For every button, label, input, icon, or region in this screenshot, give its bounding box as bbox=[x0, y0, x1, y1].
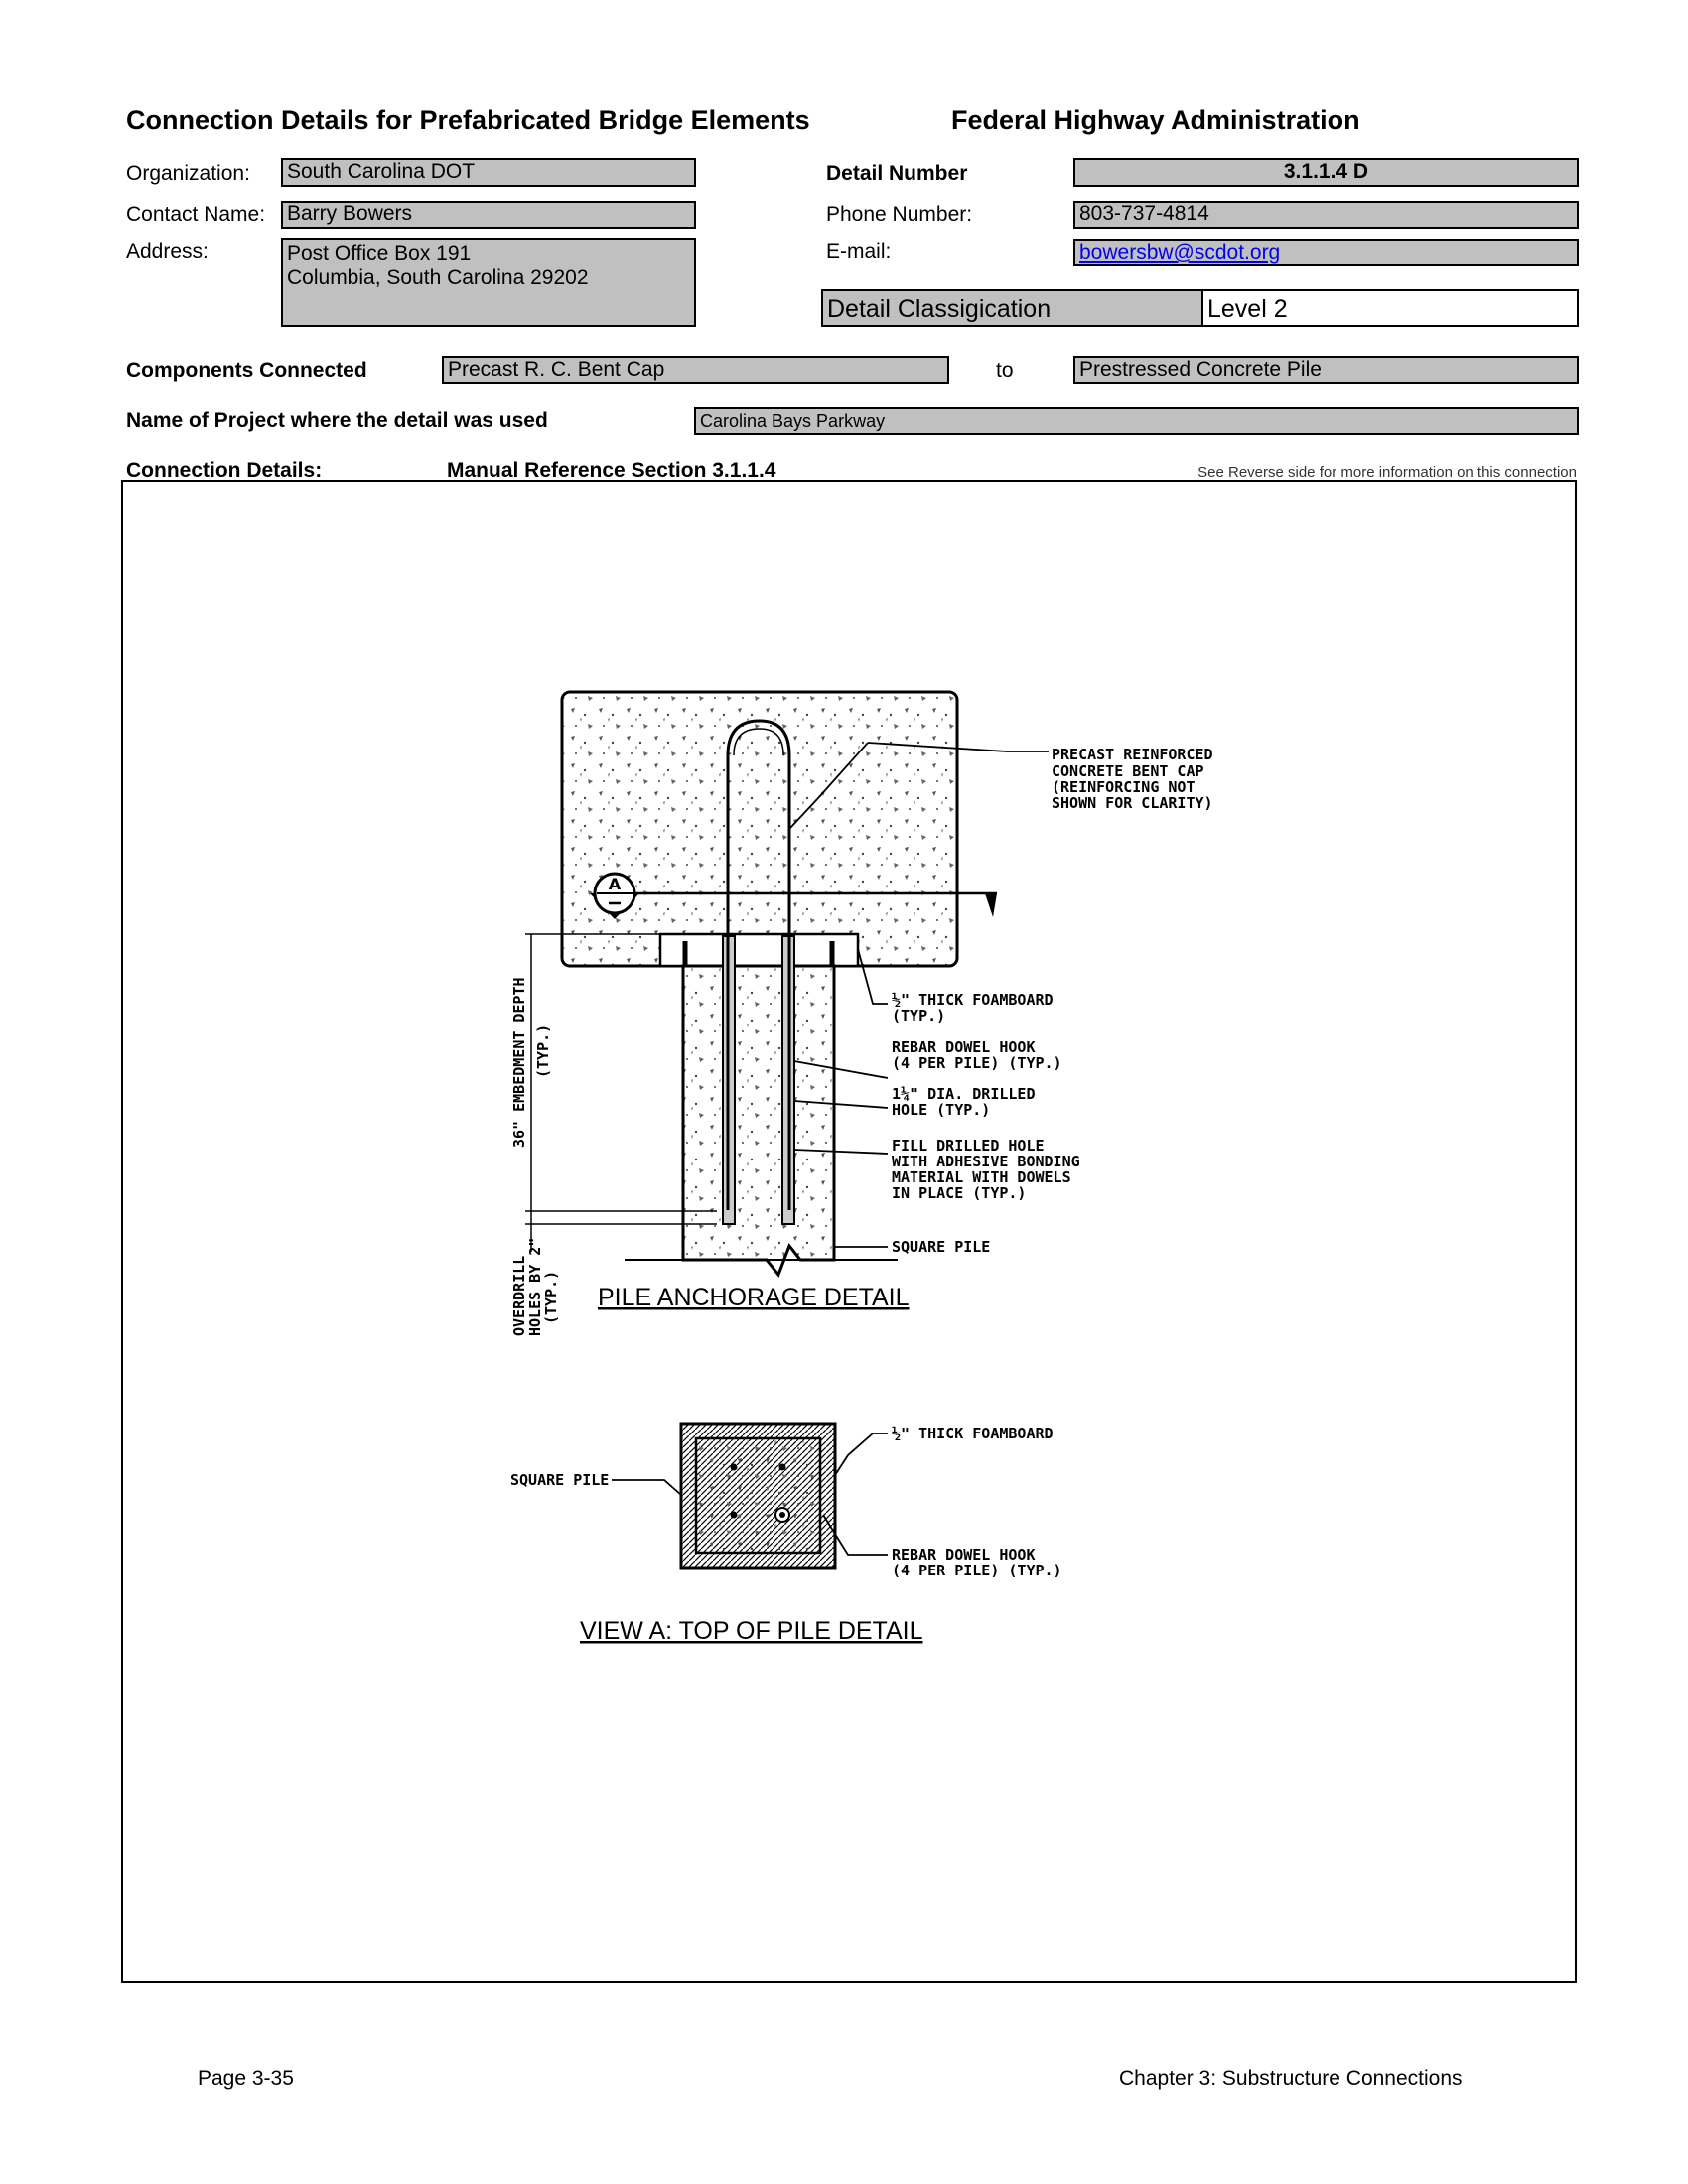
fill-note-1: FILL DRILLED HOLE bbox=[892, 1137, 1045, 1155]
section-arrow bbox=[985, 893, 997, 917]
section-marker-label: A bbox=[608, 875, 622, 893]
detail-number-field: 3.1.1.4 D bbox=[1073, 158, 1579, 187]
dowel-note-2: (4 PER PILE) (TYP.) bbox=[892, 1054, 1062, 1072]
overdrill-note-2: HOLES BY 2" bbox=[526, 1237, 544, 1336]
fill-note-3: MATERIAL WITH DOWELS bbox=[892, 1168, 1071, 1186]
email-field bbox=[1073, 239, 1579, 266]
document-title: Connection Details for Prefabricated Bridge Elements bbox=[126, 105, 810, 135]
view-a-square-pile-note: SQUARE PILE bbox=[510, 1471, 610, 1489]
bent-cap bbox=[562, 692, 957, 966]
phone-label: Phone Number: bbox=[826, 204, 973, 226]
pile-anchorage-detail bbox=[510, 692, 1213, 1336]
view-a-dowel-note-2: (4 PER PILE) (TYP.) bbox=[892, 1562, 1062, 1579]
square-pile bbox=[683, 966, 834, 1275]
page-number: Page 3-35 bbox=[198, 2067, 294, 2090]
organization-label: Organization: bbox=[126, 162, 250, 185]
classification-value: Level 2 bbox=[1207, 295, 1288, 323]
view-a-dowel-note-1: REBAR DOWEL HOOK bbox=[892, 1546, 1036, 1564]
cap-note-2: CONCRETE BENT CAP bbox=[1052, 762, 1204, 780]
view-a-title: VIEW A: TOP OF PILE DETAIL bbox=[580, 1617, 923, 1645]
embed-note-2: (TYP.) bbox=[534, 1024, 552, 1078]
view-a-dowel-3 bbox=[731, 1512, 738, 1519]
project-field: Carolina Bays Parkway bbox=[694, 407, 1579, 435]
component-from-field: Precast R. C. Bent Cap bbox=[442, 356, 949, 384]
view-a-dowel-2 bbox=[779, 1464, 786, 1471]
view-a-detail bbox=[510, 1424, 1062, 1645]
drawing-frame bbox=[121, 480, 1577, 1983]
hole-note-1: 1¼" DIA. DRILLED bbox=[892, 1085, 1036, 1103]
view-a-dowel-1 bbox=[731, 1464, 738, 1471]
email-label: E-mail: bbox=[826, 240, 892, 263]
foam-note-1: ½" THICK FOAMBOARD bbox=[892, 991, 1054, 1009]
embed-note-1: 36" EMBEDMENT DEPTH bbox=[510, 977, 528, 1148]
view-a-foam-note: ½" THICK FOAMBOARD bbox=[892, 1425, 1054, 1442]
contact-label: Contact Name: bbox=[126, 204, 266, 226]
cap-note-3: (REINFORCING NOT bbox=[1052, 778, 1196, 796]
phone-field: 803-737-4814 bbox=[1073, 201, 1579, 229]
connection-label: Connection Details: bbox=[126, 459, 323, 481]
cap-note-1: PRECAST REINFORCED bbox=[1052, 746, 1213, 763]
components-to-label: to bbox=[996, 359, 1014, 382]
hole-note-2: HOLE (TYP.) bbox=[892, 1101, 991, 1119]
overdrill-note-3: (TYP.) bbox=[542, 1270, 560, 1324]
address-line-2: Columbia, South Carolina 29202 bbox=[287, 266, 589, 289]
square-pile-note: SQUARE PILE bbox=[892, 1238, 991, 1256]
address-field bbox=[281, 238, 696, 327]
email-link[interactable]: bowersbw@scdot.org bbox=[1079, 241, 1281, 264]
fill-note-2: WITH ADHESIVE BONDING bbox=[892, 1153, 1080, 1170]
component-to-field: Prestressed Concrete Pile bbox=[1073, 356, 1579, 384]
agency-title: Federal Highway Administration bbox=[951, 105, 1360, 135]
cap-recess bbox=[660, 934, 858, 966]
dowel-note-1: REBAR DOWEL HOOK bbox=[892, 1038, 1036, 1056]
view-a-pile-core bbox=[696, 1438, 820, 1553]
overdrill-note-1: OVERDRILL bbox=[510, 1255, 528, 1336]
foam-note-2: (TYP.) bbox=[892, 1007, 946, 1024]
chapter-footer: Chapter 3: Substructure Connections bbox=[1119, 2067, 1463, 2090]
classification-row bbox=[821, 289, 1579, 327]
manual-reference: Manual Reference Section 3.1.1.4 bbox=[447, 459, 776, 481]
contact-field: Barry Bowers bbox=[281, 201, 696, 229]
reverse-side-note: See Reverse side for more information on this connection bbox=[1197, 464, 1577, 480]
organization-field: South Carolina DOT bbox=[281, 158, 696, 187]
fill-note-4: IN PLACE (TYP.) bbox=[892, 1184, 1027, 1202]
address-label: Address: bbox=[126, 240, 209, 263]
components-label: Components Connected bbox=[126, 359, 367, 382]
classification-label: Detail Classigication bbox=[823, 291, 1203, 325]
cap-note-4: SHOWN FOR CLARITY) bbox=[1052, 794, 1213, 812]
project-label: Name of Project where the detail was used bbox=[126, 409, 548, 432]
detail-number-label: Detail Number bbox=[826, 162, 968, 185]
address-line-1: Post Office Box 191 bbox=[287, 242, 472, 265]
anchorage-detail-title: PILE ANCHORAGE DETAIL bbox=[598, 1284, 910, 1311]
connection-drawing bbox=[123, 482, 1575, 1981]
